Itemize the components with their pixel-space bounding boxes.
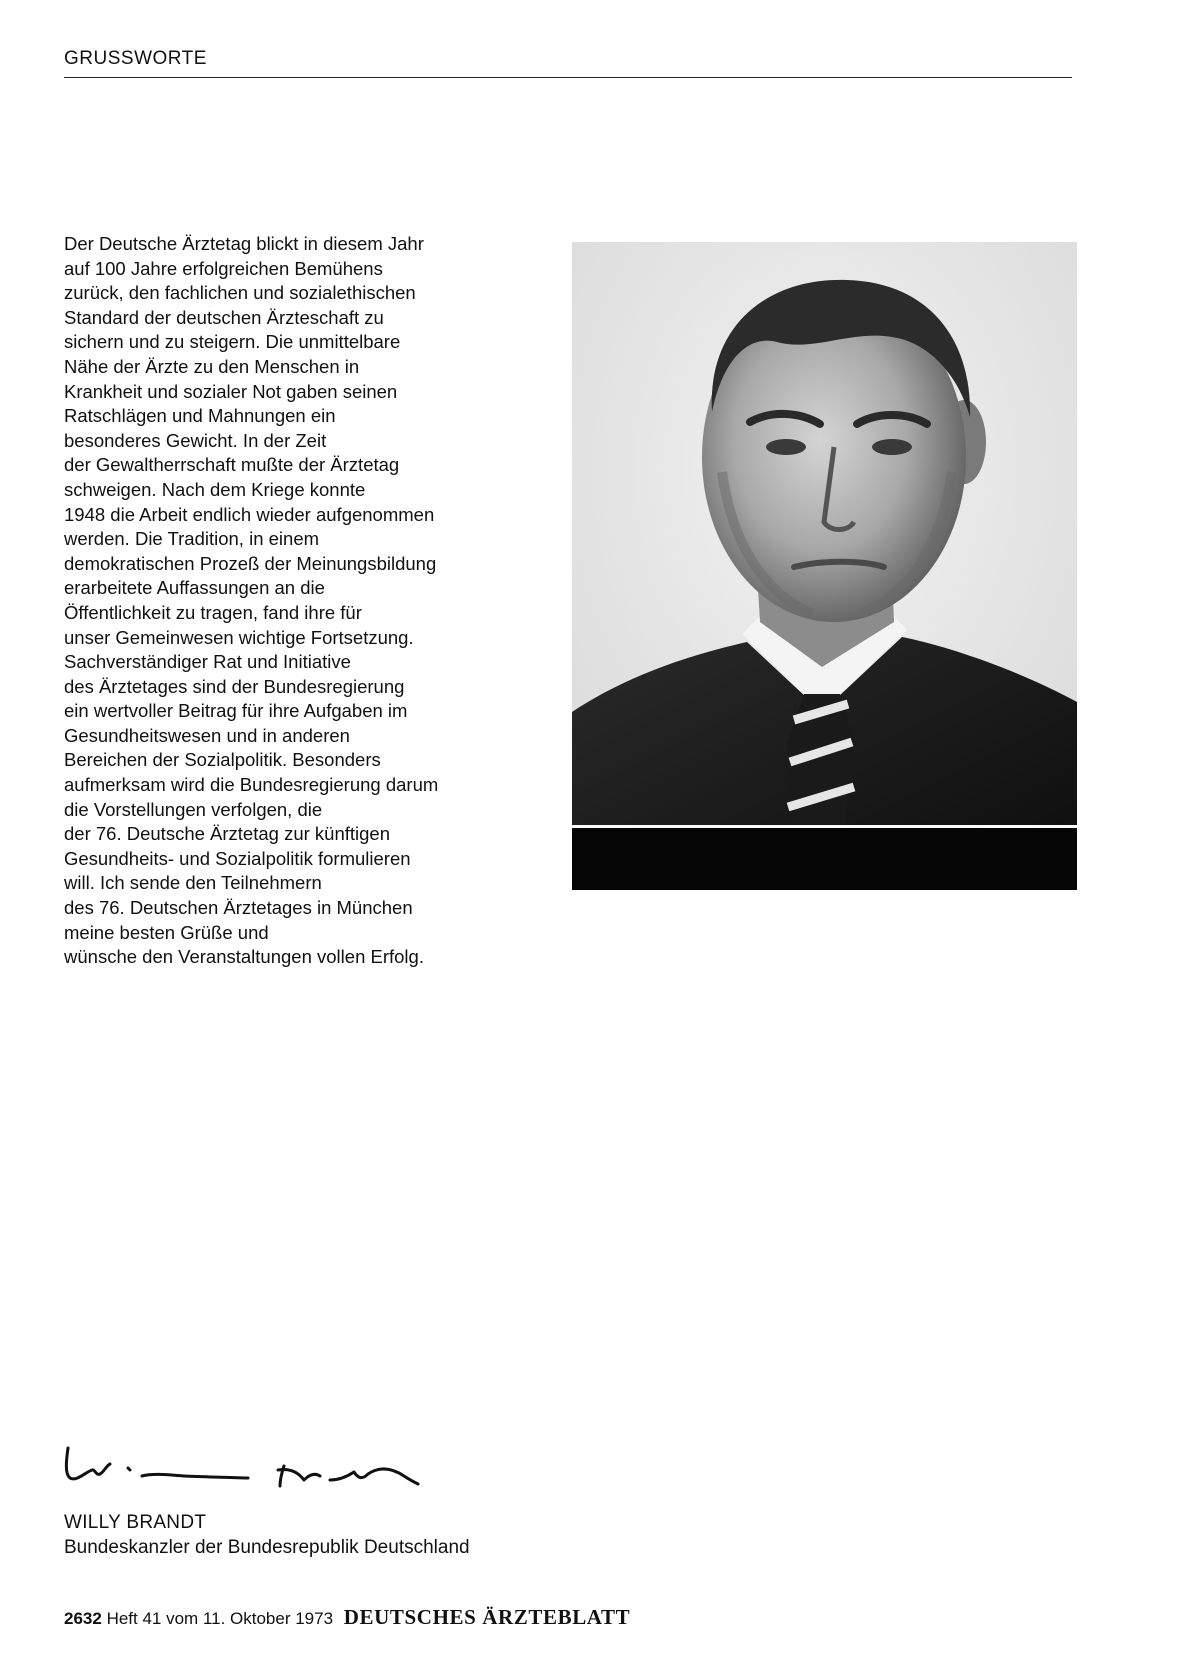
issue-info: Heft 41 vom 11. Oktober 1973 bbox=[106, 1609, 334, 1628]
greeting-line: besonderes Gewicht. In der Zeit bbox=[64, 429, 327, 451]
greeting-line: meine besten Grüße und bbox=[64, 921, 269, 943]
greeting-text bbox=[64, 232, 564, 970]
handwritten-signature-icon bbox=[62, 1440, 462, 1496]
header-rule bbox=[64, 77, 1072, 78]
greeting-line: Krankheit und sozialer Not gaben seinen bbox=[64, 380, 398, 402]
greeting-line: Nähe der Ärzte zu den Menschen in bbox=[64, 355, 360, 377]
greeting-line: der 76. Deutsche Ärztetag zur künftigen bbox=[64, 823, 390, 845]
greeting-line: Gesundheits- und Sozialpolitik formulieren bbox=[64, 847, 411, 869]
greeting-line: werden. Die Tradition, in einem bbox=[64, 528, 320, 550]
signer-title: Bundeskanzler der Bundesrepublik Deutschland bbox=[64, 1537, 470, 1558]
greeting-line: will. Ich sende den Teilnehmern bbox=[64, 872, 322, 894]
greeting-line: ein wertvoller Beitrag für ihre Aufgaben im bbox=[64, 700, 408, 722]
section-label: GRUSSWORTE bbox=[64, 48, 207, 69]
greeting-line: auf 100 Jahre erfolgreichen Bemühens bbox=[64, 257, 383, 279]
greeting-line: unser Gemeinwesen wichtige Fortsetzung. bbox=[64, 626, 414, 648]
greeting-line: 1948 die Arbeit endlich wieder aufgenommen bbox=[64, 503, 435, 525]
greeting-line: zurück, den fachlichen und sozialethischen bbox=[64, 282, 416, 304]
greeting-line: sichern und zu steigern. Die unmittelbare bbox=[64, 331, 401, 353]
greeting-line: Der Deutsche Ärztetag blickt in diesem Jahr bbox=[64, 233, 424, 254]
greeting-line: Sachverständiger Rat und Initiative bbox=[64, 651, 351, 673]
greeting-line: aufmerksam wird die Bundesregierung darum bbox=[64, 774, 439, 796]
portrait-photo-icon bbox=[572, 242, 1077, 890]
page-footer bbox=[64, 1605, 630, 1630]
greeting-line: demokratischen Prozeß der Meinungsbildung bbox=[64, 552, 437, 574]
signature bbox=[62, 1440, 462, 1496]
greeting-line: schweigen. Nach dem Kriege konnte bbox=[64, 478, 366, 500]
greeting-line: Ratschlägen und Mahnungen ein bbox=[64, 405, 336, 427]
signer-name: WILLY BRANDT bbox=[64, 1512, 207, 1533]
greeting-line: wünsche den Veranstaltungen vollen Erfolg. bbox=[64, 946, 424, 968]
portrait-photo bbox=[572, 242, 1077, 890]
greeting-line: des Ärztetages sind der Bundesregierung bbox=[64, 675, 405, 697]
greeting-line: die Vorstellungen verfolgen, die bbox=[64, 798, 323, 820]
greeting-line: Öffentlichkeit zu tragen, fand ihre für bbox=[64, 601, 362, 623]
page-number: 2632 bbox=[64, 1609, 102, 1628]
greeting-line: erarbeitete Auffassungen an die bbox=[64, 577, 325, 599]
greeting-line: Standard der deutschen Ärzteschaft zu bbox=[64, 306, 384, 328]
greeting-line: Gesundheitswesen und in anderen bbox=[64, 724, 350, 746]
journal-name: DEUTSCHES ÄRZTEBLATT bbox=[343, 1605, 631, 1629]
greeting-line: des 76. Deutschen Ärztetages in München bbox=[64, 897, 413, 919]
greeting-line: Bereichen der Sozialpolitik. Besonders bbox=[64, 749, 381, 771]
greeting-line: der Gewaltherrschaft mußte der Ärztetag bbox=[64, 454, 400, 476]
